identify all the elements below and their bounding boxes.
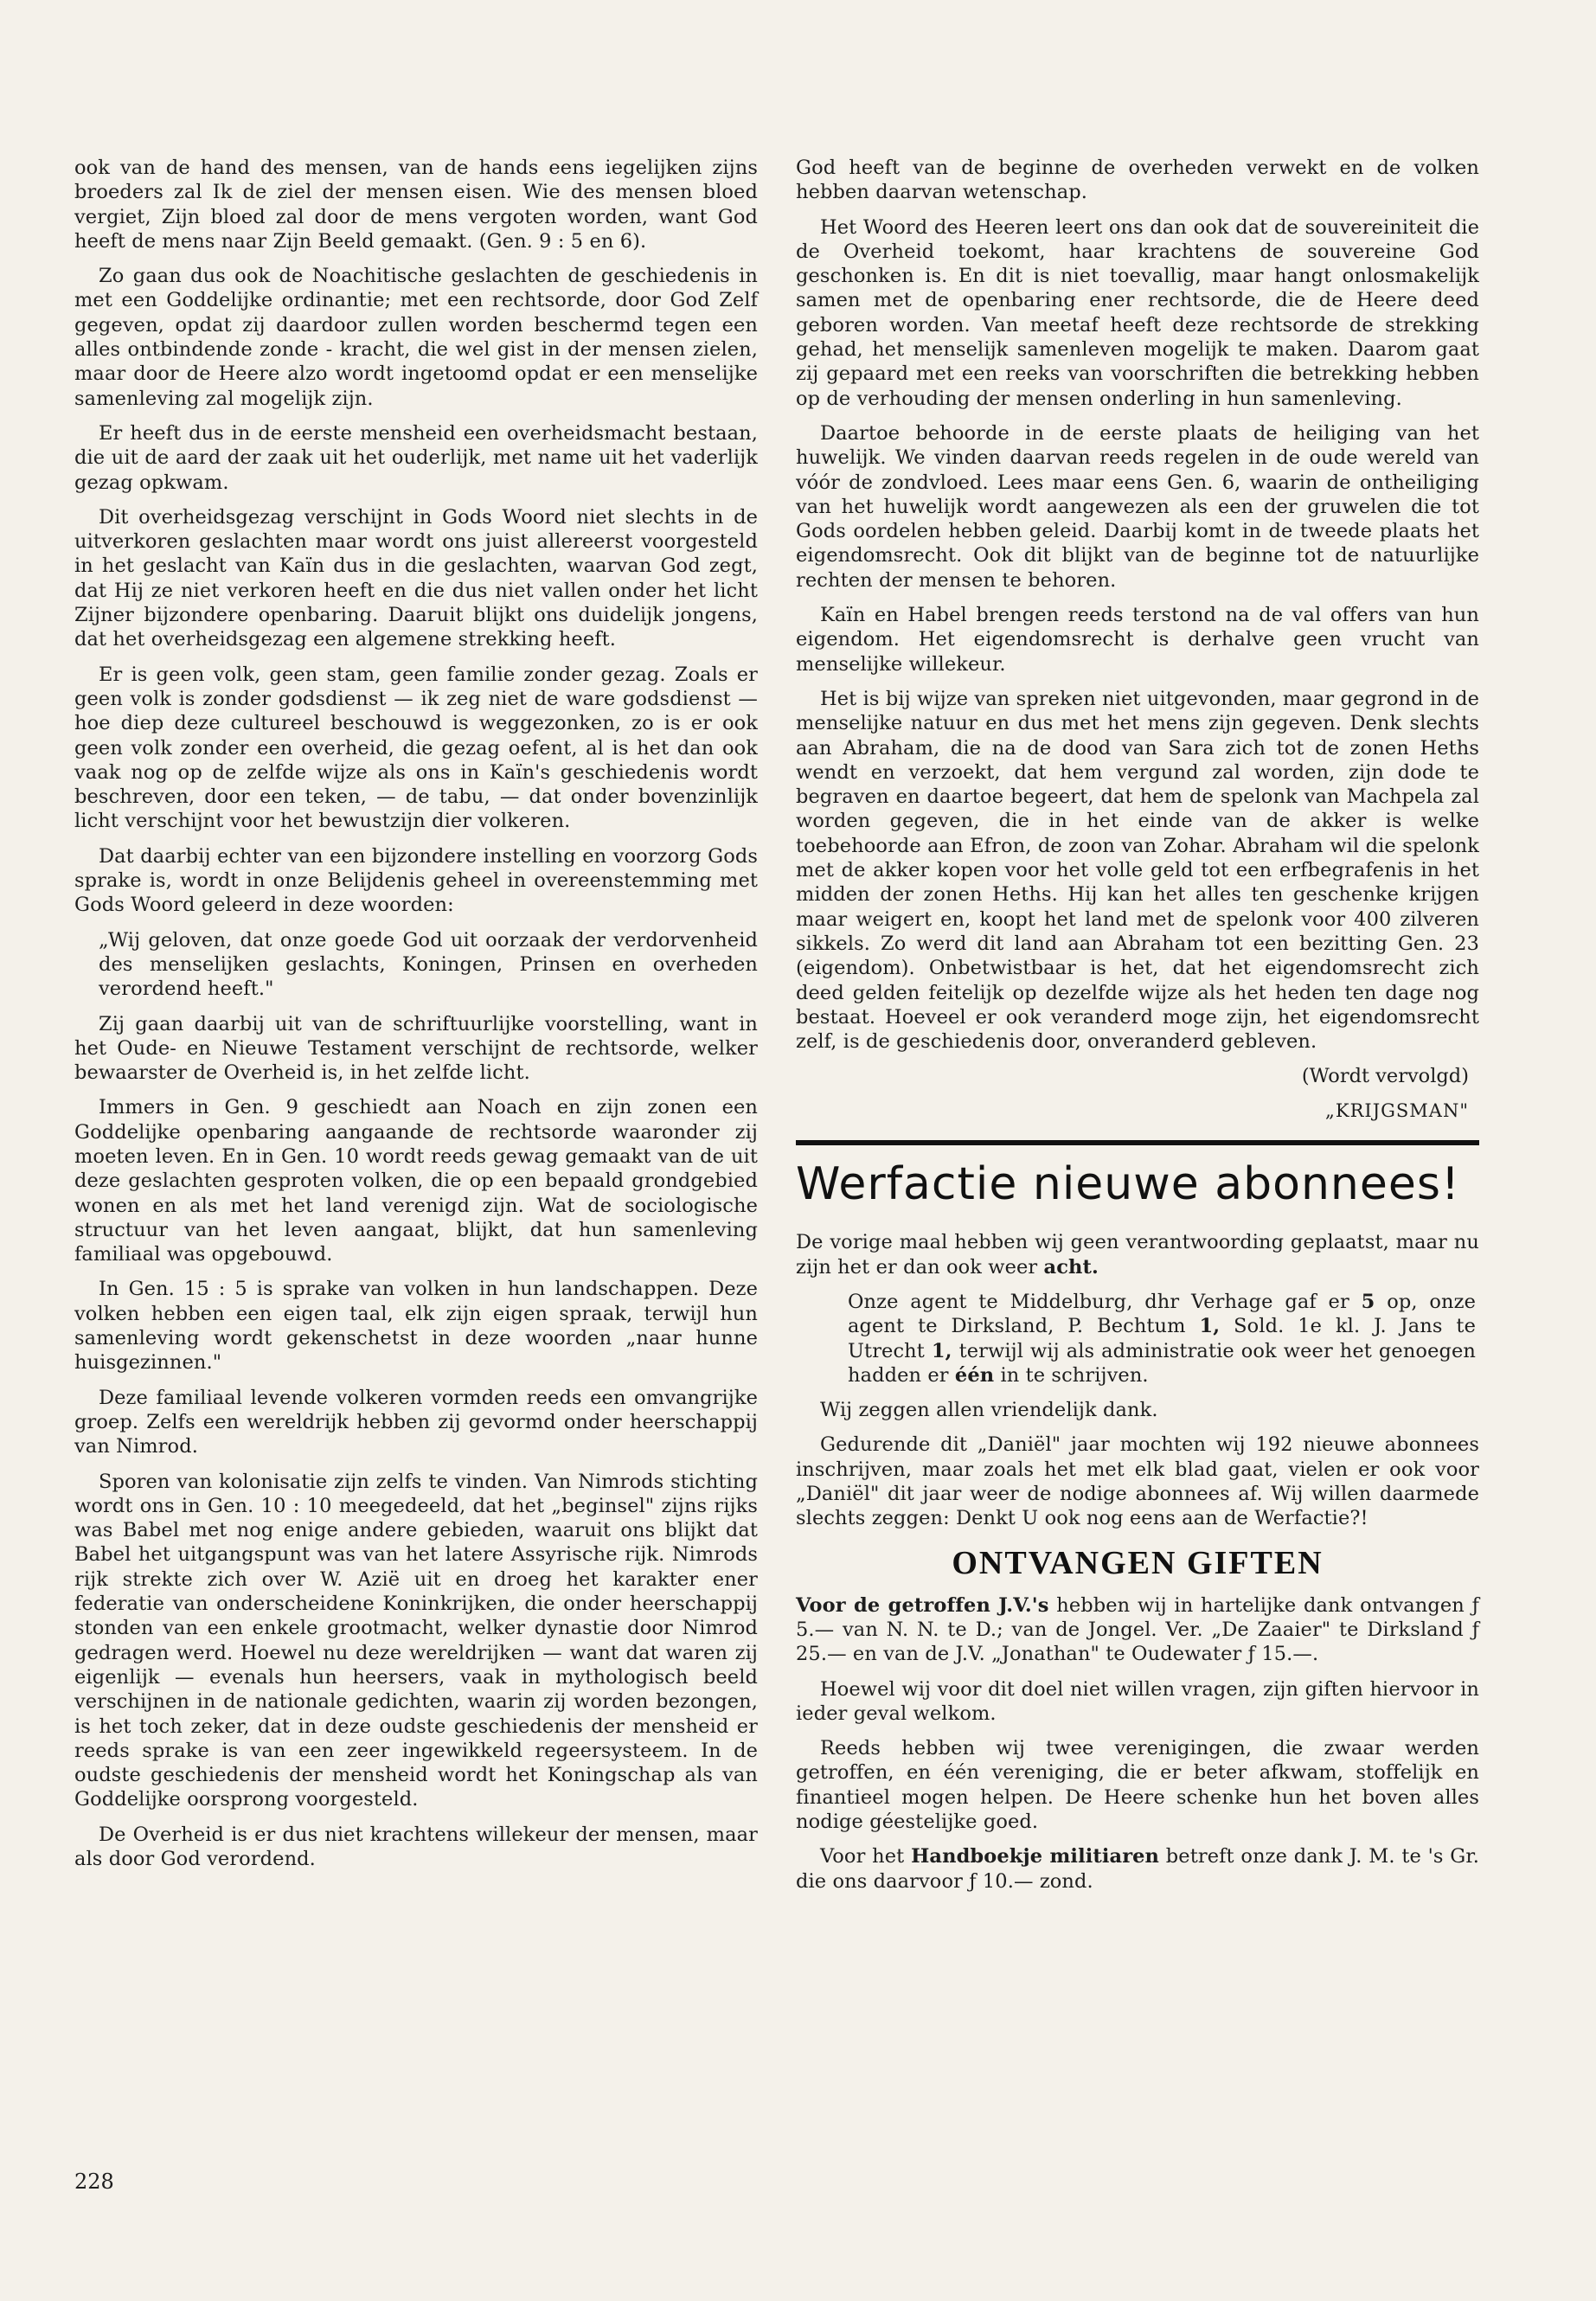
agent-count: 1, [931,1339,952,1362]
page-number: 228 [74,2170,114,2194]
giften-text: betreft onze dank J. M. te 's Gr. die ons daarvoor ƒ 10.— zond. [796,1845,1479,1893]
article-paragraph: Dit overheidsgezag verschijnt in Gods Woord niet slechts in de uitverkoren geslachten maar wordt ons juist allereerst voorgesteld in het geslacht van Kaïn dus in die geslachten, waarvan God zegt, dat Hij ze niet verkoren heeft en die dus niet vallen onder het licht Zijner bijzondere openbaring. Daaruit blijkt ons duidelijk jongens, dat het overheidsgezag een algemene strekking heeft. [74,505,758,651]
giften-paragraph [796,1593,1479,1667]
author-signature: „KRIJGSMAN" [1325,1100,1469,1122]
article-paragraph: Het is bij wijze van spreken niet uitgevonden, maar gegrond in de menselijke natuur en dus met het mens zijn gegeven. Denk slechts aan Abraham, die na de dood van Sara zich tot de zonen Heths wendt en verzoekt, dat hem vergund zal worden, zijn dode te begraven en daartoe begeert, dat hem de spelonk van Machpela zal worden gegeven, die in het einde van de akker is welke toebehoorde aan Efron, de zoon van Zohar. Abraham wil die spelonk met de akker kopen voor het volle geld tot een erfbegrafenis in het midden der zonen Heths. Hij kan het alles ten geschenke krijgen maar weigert en, koopt het land met de spelonk voor 400 zilveren sikkels. Zo werd dit land aan Abraham tot een bezitting Gen. 23 (eigendom). Onbetwistbaar is het, dat het eigendomsrecht zich deed gelden feitelijk op dezelfde wijze als het heden ten dage nog bestaat. Hoeveel er ook veranderd moge zijn, het eigendomsrecht zelf, is de geschiedenis door, onveranderd gebleven. [796,687,1479,1054]
article-paragraph: Er heeft dus in de eerste mensheid een overheidsmacht bestaan, die uit de aard der zaak uit het ouderlijk, met name uit het vaderlijk gezag opkwam. [74,421,758,494]
article-paragraph: Sporen van kolonisatie zijn zelfs te vinden. Van Nimrods stichting wordt ons in Gen. 10 : 10 meegedeeld, dat het „beginsel" zijns rijks was Babel met nog enige andere gebieden, waaruit ons blijkt dat Babel het uitgangspunt was van het latere Assyrische rijk. Nimrods rijk strekte zich over W. Azië uit en droeg het karakter ener federatie van onderscheidene Koninkrijken, die onder heerschappij stonden van een enkele grootmacht, welker dynastie door Nimrod gedragen werd. Hoewel nu deze wereldrijken — want dat waren zij eigenlijk — evenals hun heersers, vaak in mythologisch beeld verschijnen in de nationale gedichten, waarin zij worden bezongen, is het toch zeker, dat in deze oudste geschiedenis der mensheid er reeds sprake is van een zeer ingewikkeld regeersysteem. In de oudste geschiedenis der mensheid wordt het Koningschap als van Goddelijke oorsprong voorgesteld. [74,1470,758,1811]
agent-text: Onze agent te Middelburg, dhr Verhage gaf er [848,1290,1349,1313]
giften-subject: Voor de getroffen J.V.'s [796,1593,1049,1617]
to-be-continued: (Wordt vervolgd) [1301,1065,1469,1088]
werfactie-intro-count: acht. [1043,1255,1099,1279]
section-divider [796,1140,1479,1145]
article-paragraph: Deze familiaal levende volkeren vormden reeds een omvangrijke groep. Zelfs een wereldrijk hebben zij gevormd onder heerschappij van Nimrod. [74,1386,758,1458]
confession-quote: „Wij geloven, dat onze goede God uit oorzaak der verdorvenheid des menselijken geslachts, Koningen, Prinsen en overheden verordend heeft." [99,928,758,1001]
giften-text: hebben wij in hartelijke dank ontvangen ƒ 5.— van N. N. te D.; van de Jongel. Ver. „De Zaaier" te Dirksland ƒ 25.— en van de J.V. „Jonathan" te Oudewater ƒ 15.—. [796,1593,1480,1666]
article-paragraph: God heeft van de beginne de overheden verwekt en de volken hebben daarvan wetenschap. [796,157,1479,204]
giften-paragraph [796,1844,1479,1894]
agent-text: op, onze agent te Dirksland, P. Bechtum [848,1290,1476,1338]
article-paragraph: Immers in Gen. 9 geschiedt aan Noach en zijn zonen een Goddelijke openbaring aangaande de rechtsorde waaronder zij moeten leven. En in Gen. 10 wordt reeds gewag gemaakt van de uit deze geslachten gesproten volken, die op een bepaald grondgebied wonen en als met het land verenigd zijn. Wat de sociologische structuur van het leven aangaat, blijkt, dat hun samenleving familiaal was opgebouwd. [74,1096,758,1266]
agent-text: in te schrijven. [1000,1363,1149,1387]
right-column [796,156,1479,1904]
werfactie-headline: Werfactie nieuwe abonnees! [796,1158,1460,1211]
werfactie-intro-text: De vorige maal hebben wij geen verantwoording geplaatst, maar nu zijn het er dan ook weer [796,1231,1479,1279]
article-paragraph: In Gen. 15 : 5 is sprake van volken in hun landschappen. Deze volken hebben een eigen taal, elk zijn eigen spraak, terwijl hun samenleving wordt gekenschetst in deze woorden „naar hunne huisgezinnen." [74,1278,758,1375]
agent-count: één [954,1363,995,1387]
article-paragraph: Er is geen volk, geen stam, geen familie zonder gezag. Zoals er geen volk is zonder godsdienst — ik zeg niet de ware godsdienst — hoe diep deze cultureel beschouwd is weggezonken, zo is er ook geen volk zonder een overheid, die gezag oefent, al is het dan ook vaak nog op de zelfde wijze als ons in Kaïn's geschiedenis wordt beschreven, door een teken, — de tabu, — dat onder bovenzinlijk licht verschijnt voor het bewustzijn dier volkeren. [74,663,758,833]
article-paragraph: Daartoe behoorde in de eerste plaats de heiliging van het huwelijk. We vinden daarvan reeds regelen in de oude wereld van vóór de zondvloed. Lees maar eens Gen. 6, waarin de ontheiliging van het huwelijk wordt aangewezen als een der gruwelen die tot Gods oordelen hebben geleid. Daarbij komt in de tweede plaats het eigendomsrecht. Ook dit blijkt van de beginne tot de natuurlijke rechten der mensen te behoren. [796,421,1479,592]
agent-text: Sold. 1e kl. J. Jans te Utrecht [848,1315,1476,1362]
werfactie-thanks: Wij zeggen allen vriendelijk dank. [820,1399,1158,1422]
agent-count: 5 [1361,1290,1375,1313]
article-paragraph: Zij gaan daarbij uit van de schriftuurlijke voorstelling, want in het Oude- en Nieuwe Testament verschijnt de rechtsorde, welker bewaarster de Overheid is, in het zelfde licht. [74,1012,758,1085]
werfactie-agents [796,1290,1479,1388]
giften-paragraph: Hoewel wij voor dit doel niet willen vragen, zijn giften hiervoor in ieder geval welkom. [796,1677,1479,1725]
article-paragraph: Het Woord des Heeren leert ons dan ook dat de souvereiniteit die de Overheid toekomt, haar krachtens de souvereine God geschonken is. En dit is niet toevallig, maar hangt onlosmakelijk samen met de openbaring ener rechtsorde, die de Heere deed geboren worden. Van meetaf heeft deze rechtsorde de strekking gehad, het menselijk samenleven mogelijk te maken. Daarom gaat zij gepaard met een reeks van voorschriften die betrekking hebben op de verhouding der mensen onderling in hun samenleving. [796,215,1479,410]
giften-title: ONTVANGEN GIFTEN [952,1544,1324,1581]
werfactie-intro [796,1230,1479,1279]
article-paragraph: ook van de hand des mensen, van de hands eens iegelijken zijns broeders zal Ik de ziel der mensen eisen. Wie des mensen bloed vergiet, Zijn bloed zal door de mens vergoten worden, want God heeft de mens naar Zijn Beeld gemaakt. (Gen. 9 : 5 en 6). [74,157,758,253]
giften-text: Voor het [820,1845,905,1868]
article-paragraph: Zo gaan dus ook de Noachitische geslachten de geschiedenis in met een Goddelijke ordinantie; met een rechtsorde, door God Zelf gegeven, opdat zij daardoor zullen worden beschermd tegen een alles ontbindende zonde - kracht, die wel gist in der mensen zielen, maar door de Heere alzo wordt ingetoomd opdat er een menselijke samenleving zal mogelijk zijn. [74,265,758,410]
werfactie-closing: Gedurende dit „Daniël" jaar mochten wij 192 nieuwe abonnees inschrijven, maar zoals het met elk blad gaat, vielen er ook voor „Daniël" dit jaar weer de nodige abonnees af. Wij willen daarmede slechts zeggen: Denkt U ook nog eens aan de Werfactie?! [796,1433,1479,1530]
article-paragraph: De Overheid is er dus niet krachtens willekeur der mensen, maar als door God verordend. [74,1823,758,1870]
agent-count: 1, [1199,1315,1221,1338]
left-column [74,156,758,1881]
article-paragraph: Kaïn en Habel brengen reeds terstond na de val offers van hun eigendom. Het eigendomsrecht is derhalve geen vrucht van menselijke willekeur. [796,604,1479,676]
article-paragraph: Dat daarbij echter van een bijzondere instelling en voorzorg Gods sprake is, wordt in onze Belijdenis geheel in overeenstemming met Gods Woord geleerd in deze woorden: [74,844,758,917]
giften-subject: Handboekje militiaren [911,1845,1160,1868]
agent-text: terwijl wij als administratie ook weer het genoegen hadden er [848,1339,1476,1387]
giften-paragraph: Reeds hebben wij twee verenigingen, die zwaar werden getroffen, en één vereniging, die er beter afkwam, stoffelijk en finantieel mogen helpen. De Heere schenke hun het boven alles nodige géestelijke goed. [796,1737,1479,1834]
